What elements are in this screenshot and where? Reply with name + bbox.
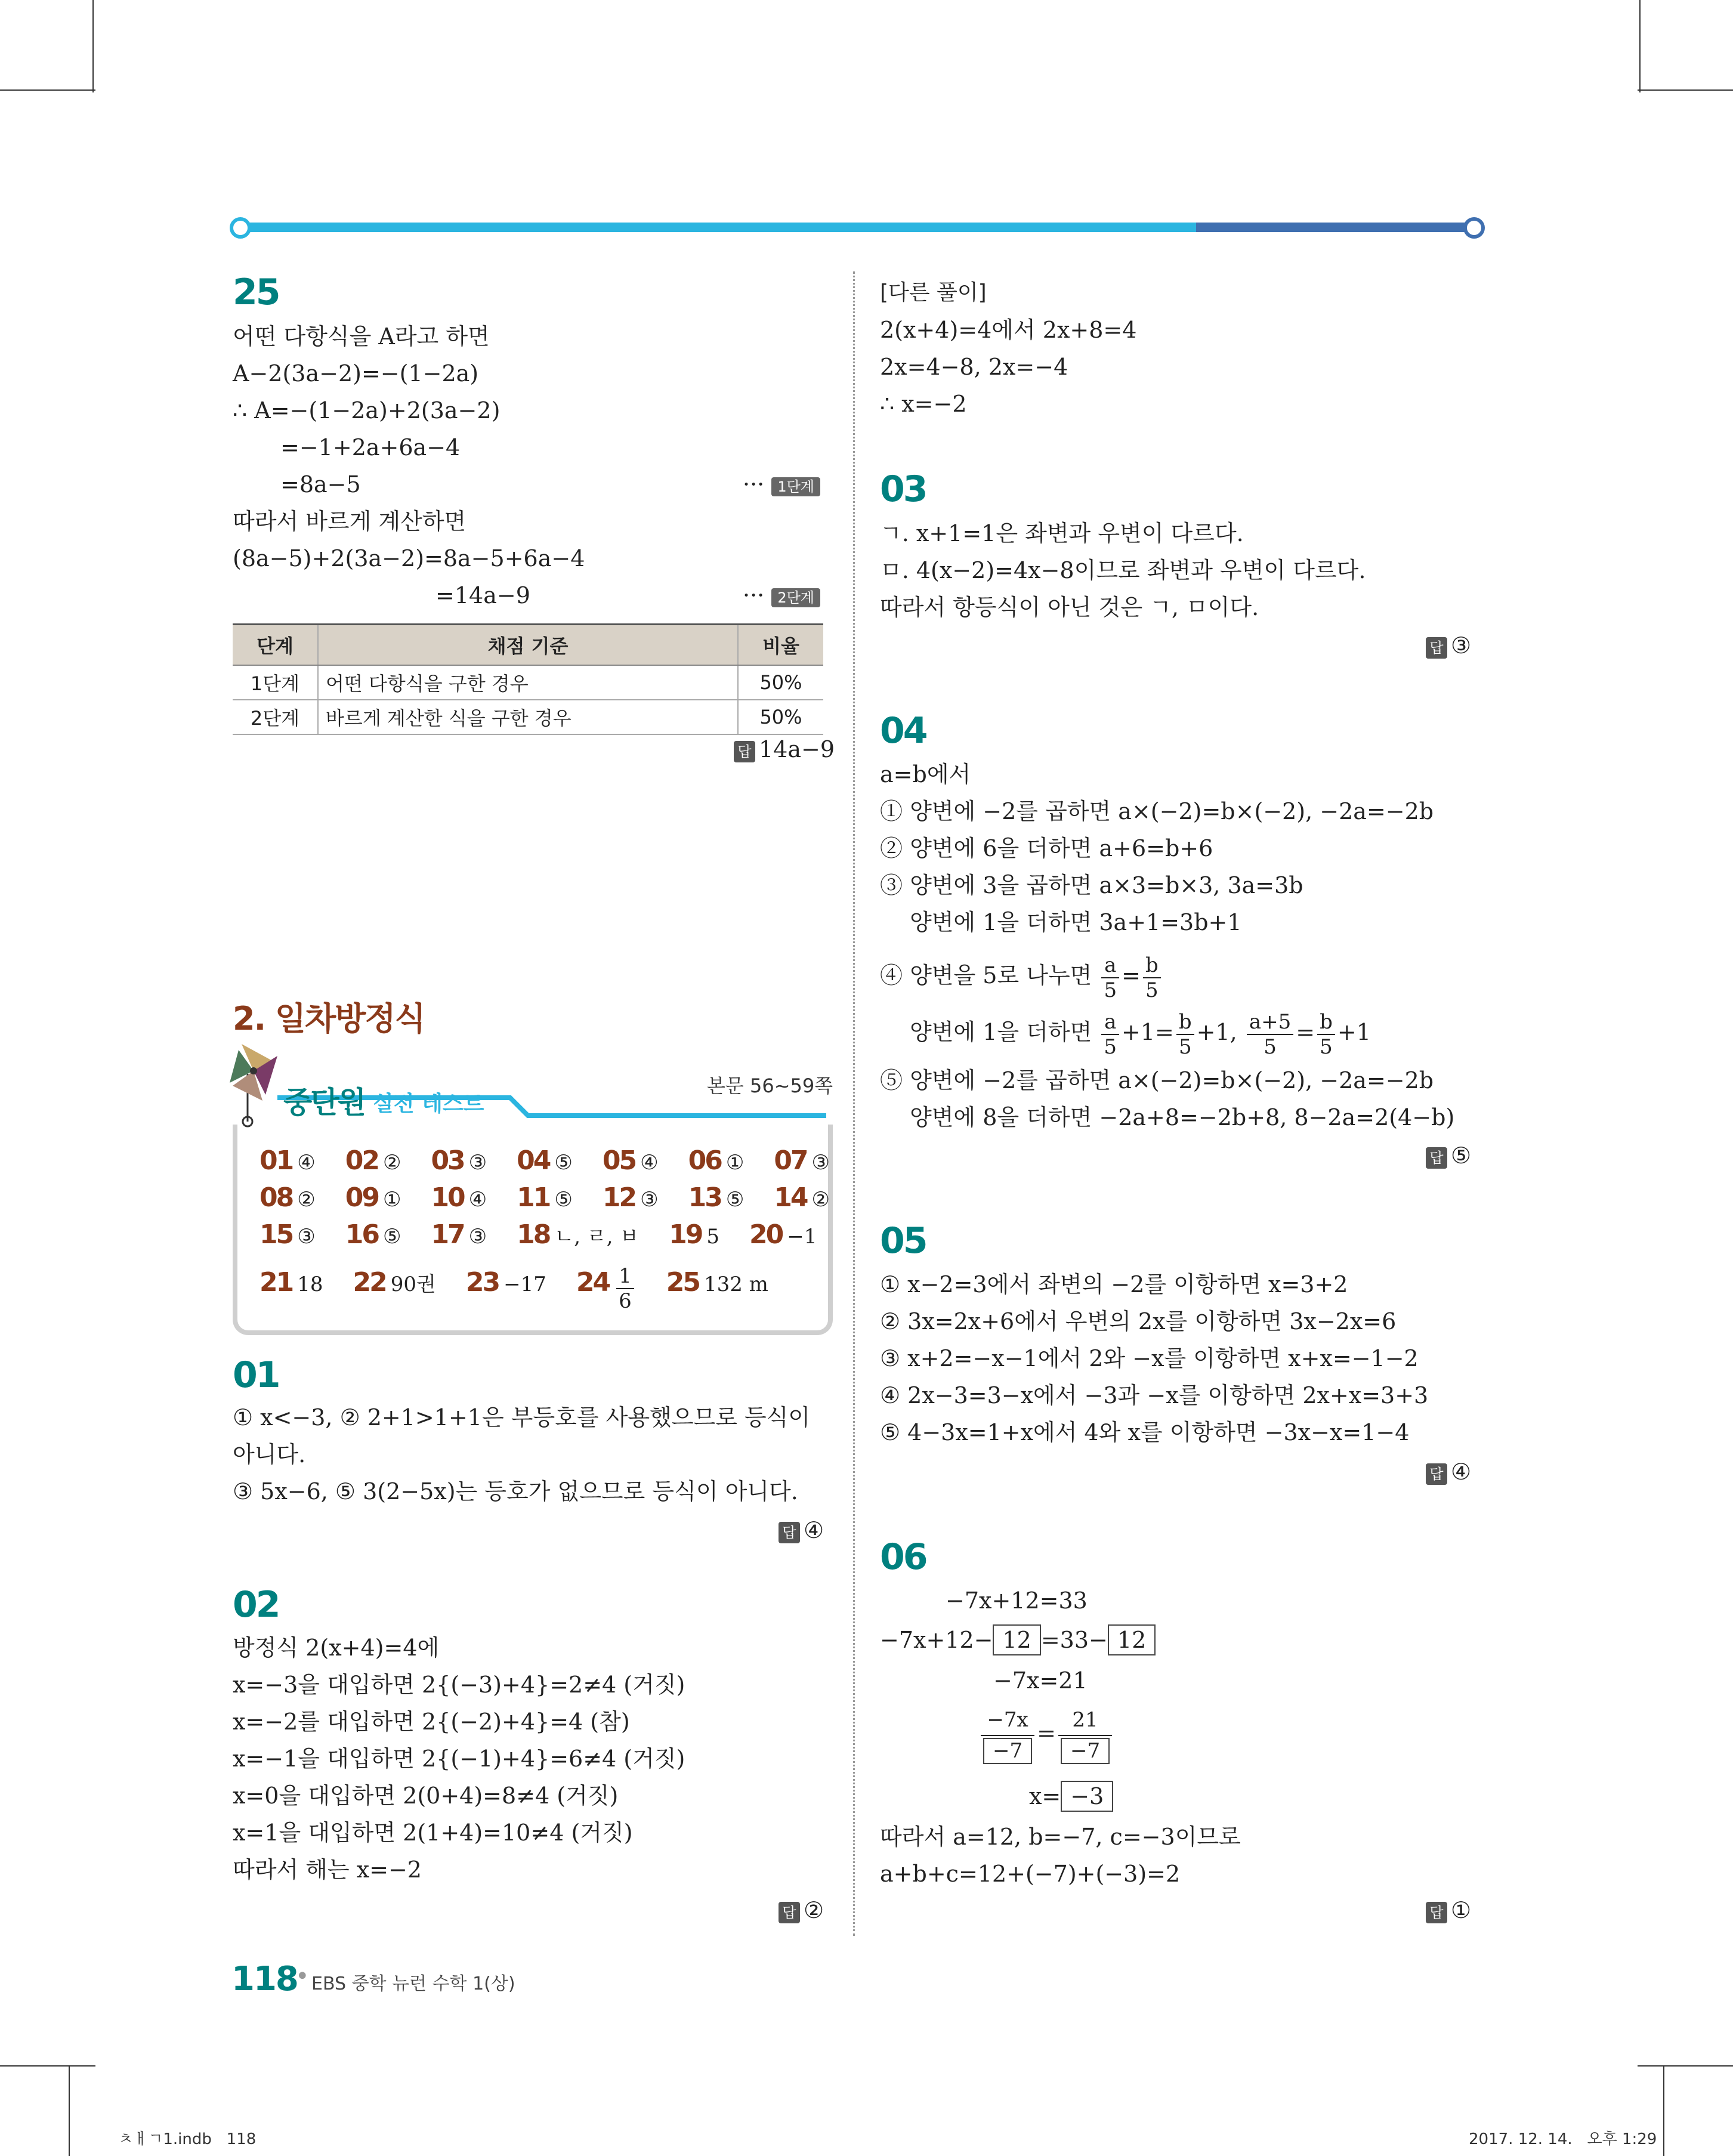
solution-line: x=1을 대입하면 2(1+4)=10≠4 (거짓) <box>233 1820 633 1846</box>
solution-line: ④ 양변을 5로 나누면 $\frac{a}{5}$ = $\frac{b}{5}$ <box>880 949 1163 1002</box>
answer-mark: 답 <box>1426 637 1447 659</box>
answer-key-item: 03 ③ <box>431 1145 487 1176</box>
answer-mark: 답 <box>1426 1147 1447 1169</box>
solution-line: ④ 2x−3=3−x에서 −3과 −x를 이항하면 2x+x=3+3 <box>880 1382 1429 1408</box>
boxed-value: −3 <box>1061 1781 1113 1812</box>
solution-line: ② 3x=2x+6에서 우변의 2x를 이항하면 3x−2x=6 <box>880 1308 1397 1335</box>
fraction: $\frac{21}{-7}$ <box>1058 1705 1112 1766</box>
solution-line: 방정식 2(x+4)=4에 <box>233 1635 440 1661</box>
solution-line: x=−1을 대입하면 2{(−1)+4}=6≠4 (거짓) <box>233 1746 685 1772</box>
solution-line: $\frac{-7x}{-7}$ = $\frac{21}{-7}$ <box>978 1700 1114 1766</box>
solution-line: (8a−5)+2(3a−2)=8a−5+6a−4 <box>233 545 585 572</box>
file-name: ㅊㅐㄱ1.indb 118 <box>118 2130 257 2148</box>
answer-key-item: 01 ④ <box>260 1145 316 1176</box>
crop-mark <box>0 89 95 91</box>
question-number-05: 05 <box>880 1220 926 1262</box>
solution-line: 따라서 바르게 계산하면 <box>233 508 467 535</box>
table-header: 단계 <box>233 625 318 666</box>
solution-line: −7x+12− 12 =33− 12 <box>880 1621 1156 1658</box>
answer-key-row <box>260 1179 860 1222</box>
solution-line: ③ 양변에 3을 곱하면 a×3=b×3, 3a=3b <box>880 872 1303 898</box>
answer-key-item: 05 ④ <box>602 1145 659 1176</box>
step-badge: 2단계 <box>771 588 820 607</box>
fraction: $\frac{1}{6}$ <box>616 1264 634 1313</box>
solution-line: a=b에서 <box>880 761 971 787</box>
alt-solution-label: [다른 풀이] <box>880 280 987 305</box>
answer-key-item: 14 ② <box>774 1182 830 1213</box>
solution-line: 따라서 항등식이 아닌 것은 ㄱ, ㅁ이다. <box>880 594 1259 620</box>
solution-line: ㄱ. x+1=1은 좌변과 우변이 다르다. <box>880 520 1244 546</box>
test-title: 중단원 <box>283 1085 364 1120</box>
solution-line: ㅁ. 4(x−2)=4x−8이므로 좌변과 우변이 다르다. <box>880 557 1366 583</box>
answer-key-item: 23 −17 <box>465 1267 546 1298</box>
solution-line: ① x<−3, ② 2+1>1+1은 부등호를 사용했으므로 등식이 <box>233 1404 811 1431</box>
solution-line: 양변에 1을 더하면 3a+1=3b+1 <box>910 909 1242 935</box>
book-title: EBS 중학 뉴런 수학 1(상) <box>311 1973 515 1994</box>
answer-key-item: 20 −1 <box>749 1219 817 1250</box>
boxed-value: 12 <box>993 1624 1040 1655</box>
print-timestamp: 2017. 12. 14. 오후 1:29 <box>1469 2130 1657 2148</box>
solution-line: 2(x+4)=4에서 2x+8=4 <box>880 317 1137 343</box>
answer-key-item: 16 ⑤ <box>345 1219 401 1250</box>
solution-line: ⑤ 양변에 −2를 곱하면 a×(−2)=b×(−2), −2a=−2b <box>880 1067 1434 1094</box>
answer-key-item: 02 ② <box>345 1145 401 1176</box>
solution-line: 양변에 1을 더하면 $\frac{a}{5}$ +1= $\frac{b}{5}$ +1, $\frac{a+5}{5}$ = $\frac{b}{5}$ +1 <box>910 1009 1371 1059</box>
solution-line: 양변에 8을 더하면 −2a+8=−2b+8, 8−2a=2(4−b) <box>910 1104 1455 1130</box>
crop-mark <box>1638 89 1733 91</box>
question-number-01: 01 <box>233 1354 279 1396</box>
answer: 답 ② <box>779 1897 824 1923</box>
solution-line: a+b+c=12+(−7)+(−3)=2 <box>880 1861 1181 1887</box>
solution-line: A−2(3a−2)=−(1−2a) <box>233 360 479 387</box>
solution-line: −7x=21 <box>993 1667 1088 1694</box>
fraction: $\frac{b}{5}$ <box>1143 953 1161 1002</box>
solution-line: =14a−9 <box>435 582 530 609</box>
solution-line: ① x−2=3에서 좌변의 −2를 이항하면 x=3+2 <box>880 1271 1348 1298</box>
step-badge: 1단계 <box>771 477 820 496</box>
crop-mark <box>92 0 94 92</box>
answer-mark: 답 <box>734 741 755 762</box>
fraction: $\frac{a}{5}$ <box>1101 1010 1119 1059</box>
solution-line: ③ x+2=−x−1에서 2와 −x를 이항하면 x+x=−1−2 <box>880 1345 1419 1372</box>
table-row: 1단계 어떤 다항식을 구한 경우 50% <box>233 665 823 700</box>
solution-line: x=−3을 대입하면 2{(−3)+4}=2≠4 (거짓) <box>233 1672 685 1698</box>
solution-line: ② 양변에 6을 더하면 a+6=b+6 <box>880 835 1213 861</box>
fraction: $\frac{b}{5}$ <box>1176 1010 1194 1059</box>
answer-key-item: 24 $\frac{1}{6}$ <box>576 1259 637 1313</box>
answer-key-item: 11 ⑤ <box>517 1182 573 1213</box>
test-subtitle: 실전 테스트 <box>373 1092 484 1116</box>
solution-line: ⑤ 4−3x=1+x에서 4와 x를 이항하면 −3x−x=1−4 <box>880 1419 1410 1445</box>
fraction: $\frac{a}{5}$ <box>1101 953 1119 1002</box>
answer-key-item: 18 ㄴ, ㄹ, ㅂ <box>517 1219 640 1250</box>
answer-mark: 답 <box>779 1902 800 1923</box>
header-bar <box>230 221 1482 234</box>
solution-line: =−1+2a+6a−4 <box>280 434 461 461</box>
solution-line: ③ 5x−6, ⑤ 3(2−5x)는 등호가 없으므로 등식이 아니다. <box>233 1478 798 1505</box>
answer: 답 ③ <box>1426 632 1471 659</box>
answer-key-item: 07 ③ <box>774 1145 830 1176</box>
answer: 답 ① <box>1426 1897 1471 1923</box>
answer-key-item: 13 ⑤ <box>688 1182 745 1213</box>
solution-line: 2x=4−8, 2x=−4 <box>880 354 1068 380</box>
question-number-06: 06 <box>880 1536 926 1578</box>
solution-line: =8a−5 <box>280 471 361 498</box>
solution-line: 따라서 a=12, b=−7, c=−3이므로 <box>880 1824 1241 1850</box>
answer: 답 ④ <box>1426 1459 1471 1485</box>
answer-key-item: 08 ② <box>260 1182 316 1213</box>
crop-mark <box>69 2065 70 2156</box>
answer: 답 ⑤ <box>1426 1142 1471 1169</box>
solution-line: −7x+12=33 <box>946 1587 1088 1614</box>
answer-key-item: 10 ④ <box>431 1182 487 1213</box>
answer-key-item: 17 ③ <box>431 1219 487 1250</box>
boxed-value: 12 <box>1108 1624 1156 1655</box>
crop-mark <box>0 2065 95 2067</box>
solution-line: 아니다. <box>233 1441 306 1468</box>
question-number-04: 04 <box>880 710 926 752</box>
answer-key-row <box>260 1216 847 1259</box>
solution-line: x=−2를 대입하면 2{(−2)+4}=4 (참) <box>233 1709 630 1735</box>
crop-mark <box>1639 0 1641 92</box>
answer-key-item: 19 5 <box>669 1219 720 1250</box>
answer-key-item: 12 ③ <box>602 1182 659 1213</box>
answer-key-row <box>260 1259 798 1313</box>
solution-line: ∴ x=−2 <box>880 391 967 417</box>
answer-mark: 답 <box>1426 1902 1447 1923</box>
answer-key-row <box>260 1142 860 1185</box>
answer-mark: 답 <box>779 1522 800 1543</box>
boxed-value: −7 <box>983 1738 1032 1764</box>
answer-key-item: 04 ⑤ <box>517 1145 573 1176</box>
answer-key-item: 22 90권 <box>353 1267 436 1298</box>
answer-key-item: 09 ① <box>345 1182 401 1213</box>
column-divider <box>853 271 855 1936</box>
boxed-value: −7 <box>1061 1738 1110 1764</box>
question-number-03: 03 <box>880 468 926 510</box>
answer: 답 14a−9 <box>734 736 835 762</box>
page-reference: 본문 56~59쪽 <box>707 1074 833 1097</box>
answer-key-item: 25 132 m <box>666 1267 768 1298</box>
step-marker: ··· 1단계 <box>743 466 820 503</box>
scoring-table <box>233 623 823 735</box>
table-row: 2단계 바르게 계산한 식을 구한 경우 50% <box>233 700 823 734</box>
fraction: $\frac{-7x}{-7}$ <box>981 1705 1034 1766</box>
question-number-02: 02 <box>233 1584 279 1626</box>
answer: 답 ④ <box>779 1517 824 1543</box>
solution-line: 따라서 해는 x=−2 <box>233 1857 422 1883</box>
answer-key-item: 06 ① <box>688 1145 745 1176</box>
answer-key-item: 15 ③ <box>260 1219 316 1250</box>
solution-line: 어떤 다항식을 A라고 하면 <box>233 323 490 350</box>
footer-bullet: • <box>295 1963 310 1990</box>
fraction: $\frac{a+5}{5}$ <box>1247 1010 1293 1059</box>
answer-key-item: 21 18 <box>260 1267 323 1298</box>
table-header: 채점 기준 <box>318 625 738 666</box>
solution-line: x=0을 대입하면 2(0+4)=8≠4 (거짓) <box>233 1783 619 1809</box>
question-number-25: 25 <box>233 271 279 313</box>
chapter-title: 2. 일차방정식 <box>233 1000 425 1037</box>
page-number: 118 <box>231 1960 298 1999</box>
step-marker: ··· 2단계 <box>743 577 820 614</box>
crop-mark <box>1638 2065 1733 2067</box>
table-header: 비율 <box>738 625 823 666</box>
solution-line: x= −3 <box>1029 1778 1113 1815</box>
fraction: $\frac{b}{5}$ <box>1317 1010 1335 1059</box>
solution-line: ∴ A=−(1−2a)+2(3a−2) <box>233 397 501 424</box>
crop-mark <box>1663 2065 1664 2156</box>
answer-mark: 답 <box>1426 1463 1447 1485</box>
solution-line: ① 양변에 −2를 곱하면 a×(−2)=b×(−2), −2a=−2b <box>880 798 1434 824</box>
